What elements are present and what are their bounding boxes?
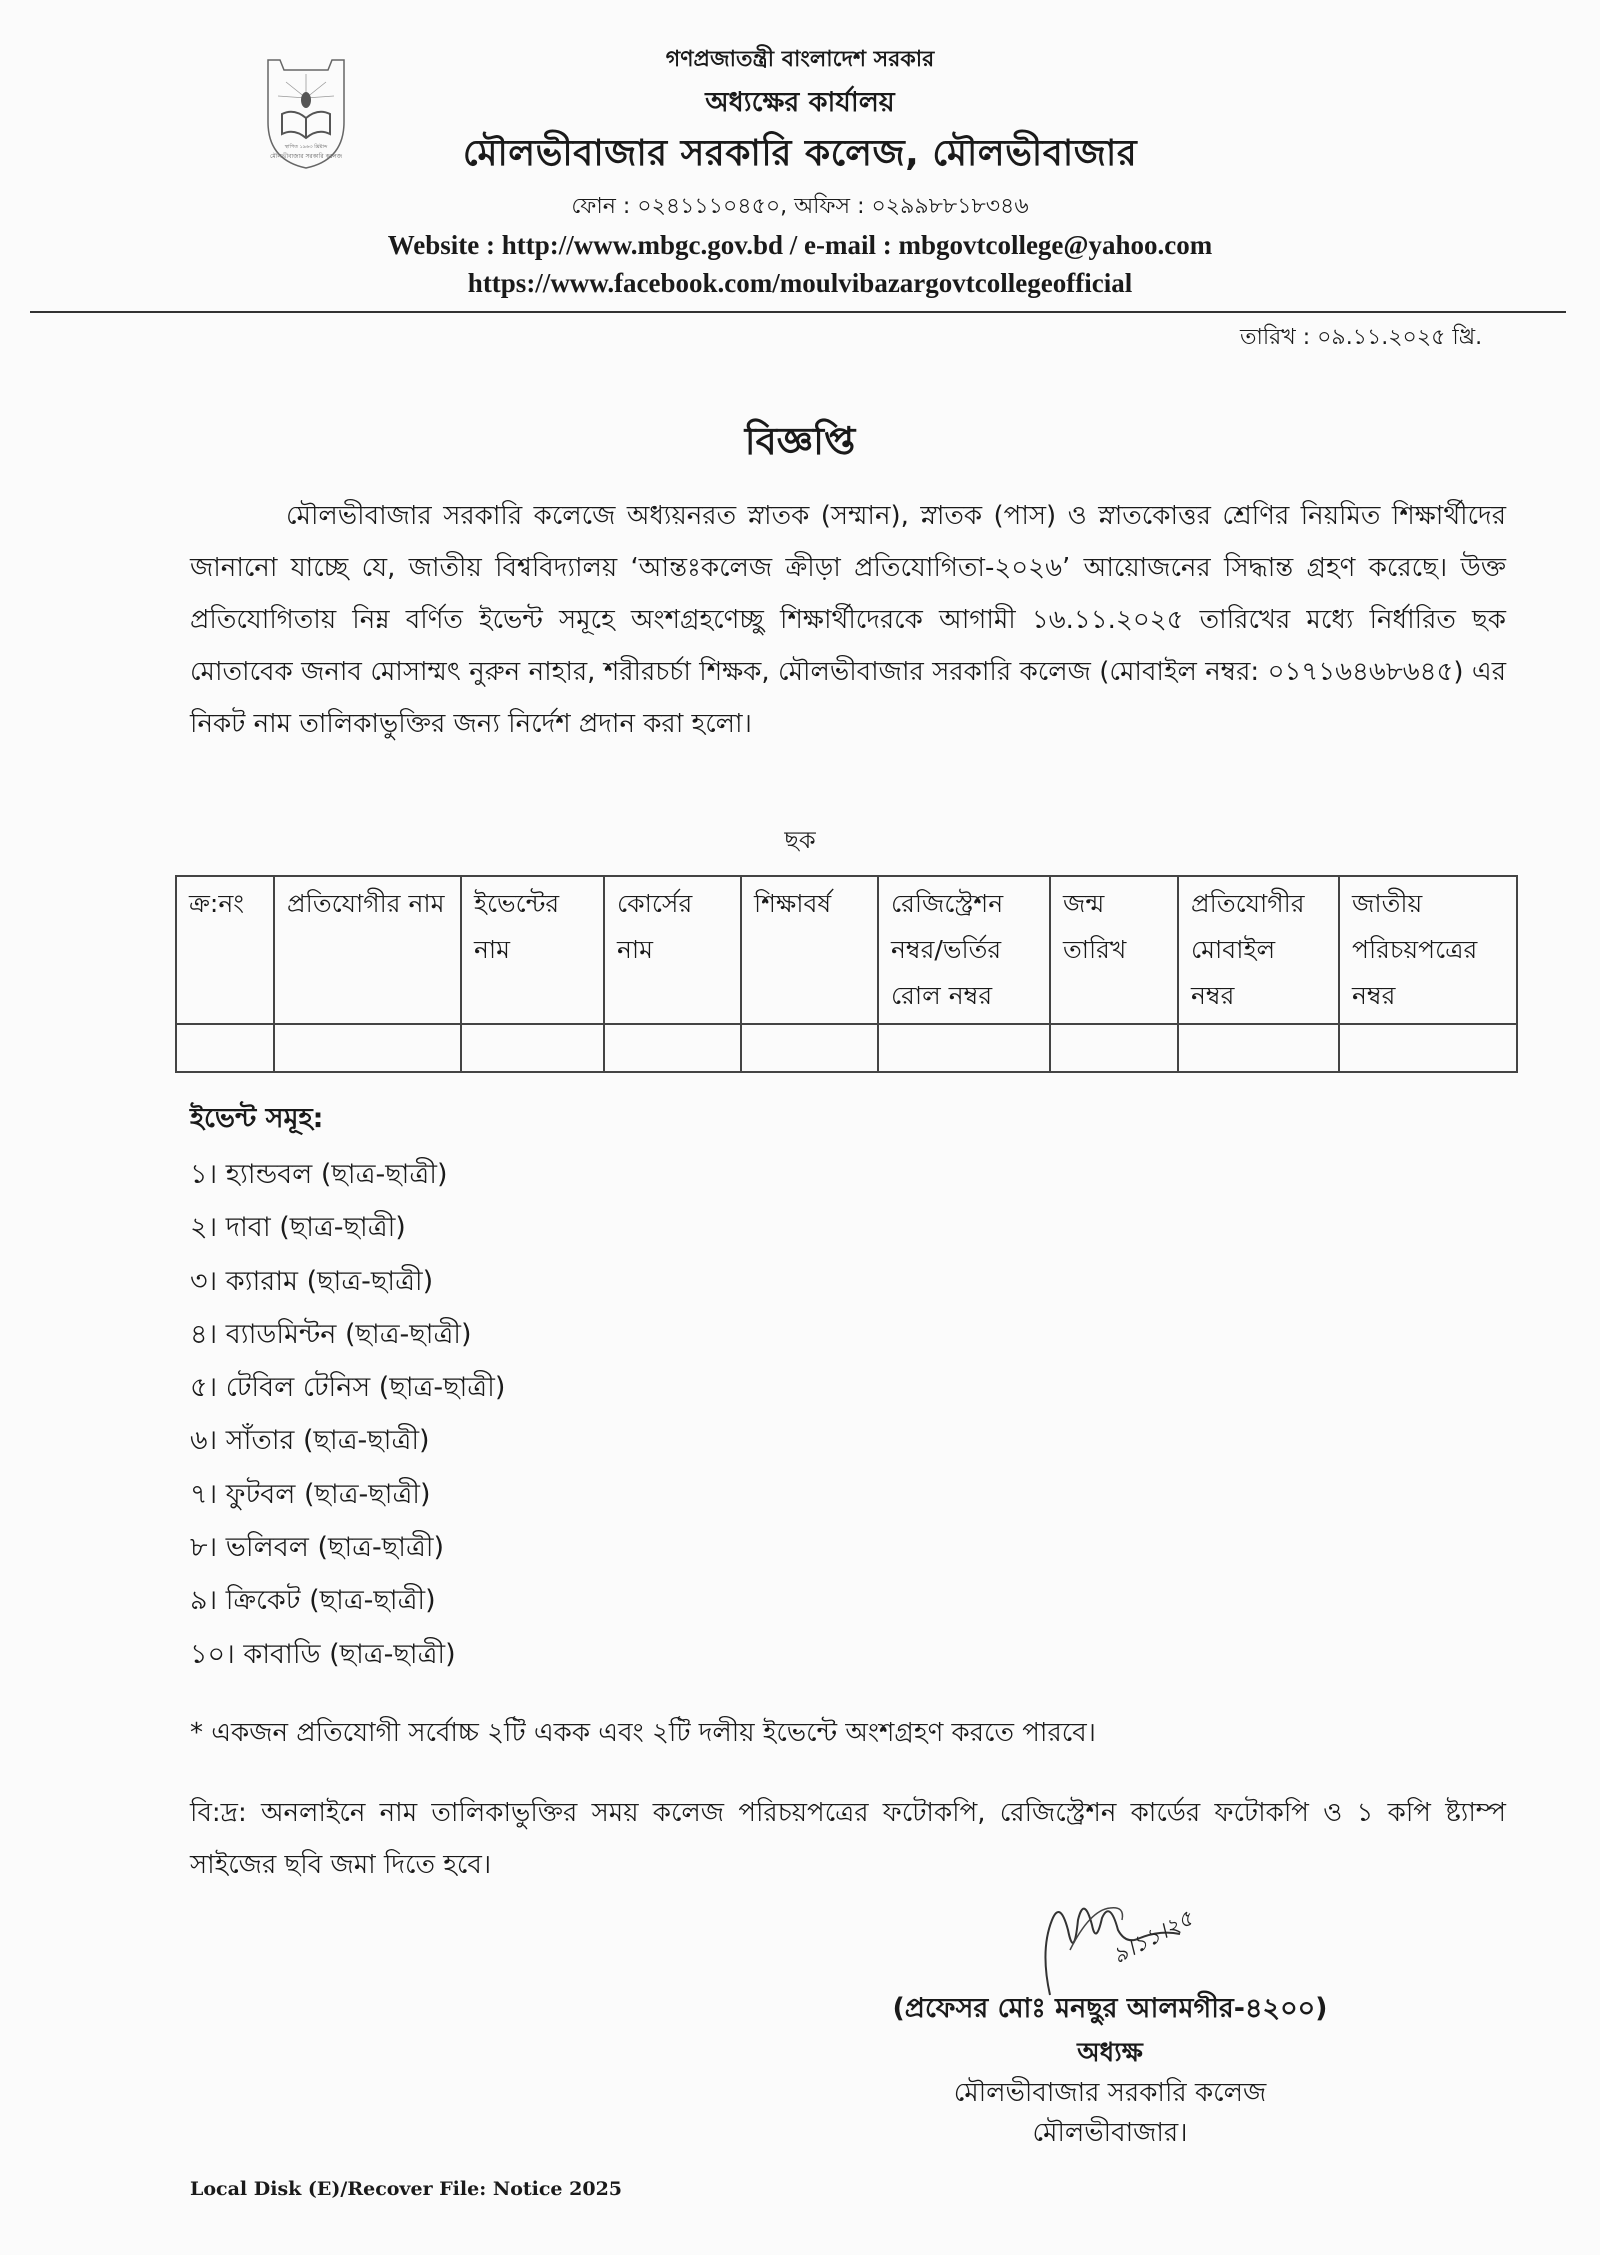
col-registration-roll: রেজিস্ট্রেশন নম্বর/ভর্তির রোল নম্বর [878,876,1050,1024]
table-cell [1178,1024,1339,1072]
col-session: শিক্ষাবর্ষ [741,876,878,1024]
header-divider [30,311,1566,313]
office-line: অধ্যক্ষের কার্যালয় [705,87,895,118]
list-item: ৭। ফুটবল (ছাত্র-ছাত্রী) [190,1478,431,1510]
table-cell [604,1024,741,1072]
table-cell [1050,1024,1178,1072]
col-event-name: ইভেন্টের নাম [461,876,604,1024]
col-mobile: প্রতিযোগীর মোবাইল নম্বর [1178,876,1339,1024]
table-cell [461,1024,604,1072]
list-item: ৮। ভলিবল (ছাত্র-ছাত্রী) [190,1532,445,1564]
list-item: ৯। ক্রিকেট (ছাত্র-ছাত্রী) [190,1585,436,1617]
list-item: ৪। ব্যাডমিন্টন (ছাত্র-ছাত্রী) [190,1318,472,1350]
signatory-place: মৌলভীবাজার। [1032,2118,1188,2148]
list-item: ১০। কাবাডি (ছাত্র-ছাত্রী) [190,1638,456,1670]
registration-form-table [175,875,1518,1073]
form-caption: ছক [784,826,816,854]
list-item: ৬। সাঁতার (ছাত্র-ছাত্রী) [190,1425,430,1457]
list-item: ১। হ্যান্ডবল (ছাত্র-ছাত্রী) [190,1159,448,1190]
events-list [190,1148,505,1681]
table-cell [741,1024,878,1072]
list-item: ৫। টেবিল টেনিস (ছাত্র-ছাত্রী) [190,1372,506,1404]
signature-date: ৯।১১।২৫ [1108,1906,1198,1970]
col-course-name: কোর্সের নাম [604,876,741,1024]
notice-body: মৌলভীবাজার সরকারি কলেজে অধ্যয়নরত স্নাতক (সম্মান), স্নাতক (পাস) ও স্নাতকোত্তর শ্রেণির নিয়মিত শিক্ষার্থীদের জানানো যাচ্ছে যে, জাতীয় বিশ্ববিদ্যালয় ‘আন্তঃকলেজ ক্রীড়া প্রতিযোগিতা-২০২৬’ আয়োজনের সিদ্ধান্ত গ্রহণ করেছে। উক্ত প্রতিযোগিতায় নিম্ন বর্ণিত ইভেন্ট সমূহে অংশগ্রহণেচ্ছু শিক্ষার্থীদেরকে আগামী ১৬.১১.২০২৫ তারিখের মধ্যে নির্ধারিত ছক মোতাবেক জনাব মোসাম্মৎ নুরুন নাহার, শরীরচর্চা শিক্ষক, মৌলভীবাজার সরকারি কলেজ (মোবাইল নম্বর: ০১৭১৬৪৬৮৬৪৫) এর নিকট নাম তালিকাভুক্তির জন্য নির্দেশ প্রদান করা হলো। [190,501,1506,739]
table-cell [878,1024,1050,1072]
list-item: ৩। ক্যারাম (ছাত্র-ছাত্রী) [190,1265,434,1297]
footer-file-path: Local Disk (E)/Recover File: Notice 2025 [190,2178,623,2200]
table-row [176,1024,1517,1072]
college-name-heading: মৌলভীবাজার সরকারি কলেজ, মৌলভীবাজার [462,133,1138,174]
table-cell [1339,1024,1517,1072]
phone-line: ফোন : ০২৪১১১০৪৫০, অফিস : ০২৯৯৮৮১৮৩৪৬ [571,194,1029,219]
table-cell [176,1024,274,1072]
logo-year: স্থাপিত ১৯৬৩ খ্রিষ্টাব্দ [284,144,328,150]
notice-date: তারিখ : ০৯.১১.২০২৫ খ্রি. [1240,325,1483,350]
col-participant-name: প্রতিযোগীর নাম [274,876,461,1024]
col-serial: ক্র:নং [176,876,274,1024]
signatory-college: মৌলভীবাজার সরকারি কলেজ [953,2078,1267,2108]
participation-limit-note: * একজন প্রতিযোগী সর্বোচ্চ ২টি একক এবং ২টি দলীয় ইভেন্টে অংশগ্রহণ করতে পারবে। [190,1718,1096,1748]
signatory-designation: অধ্যক্ষ [1077,2038,1143,2068]
col-birth-date: জন্ম তারিখ [1050,876,1178,1024]
government-line: গণপ্রজাতন্ত্রী বাংলাদেশ সরকার [665,47,935,72]
website-email-line: Website : http://www.mbgc.gov.bd / e-mail : mbgovtcollege@yahoo.com [387,230,1213,260]
table-cell [274,1024,461,1072]
facebook-link: https://www.facebook.com/moulvibazargovtcollegeofficial [467,268,1133,298]
list-item: ২। দাবা (ছাত্র-ছাত্রী) [190,1212,406,1244]
logo-caption: মৌলভীবাজার সরকারি কলেজ [269,153,343,160]
documents-note: বি:দ্র: অনলাইনে নাম তালিকাভুক্তির সময় কলেজ পরিচয়পত্রের ফটোকপি, রেজিস্ট্রেশন কার্ডের ফটোকপি ও ১ কপি ষ্ট্যাম্প সাইজের ছবি জমা দিতে হবে। [190,1798,1506,1880]
notice-title: বিজ্ঞপ্তি [744,419,856,463]
signatory-name: (প্রফেসর মোঃ মনছুর আলমগীর-৪২০০) [892,1993,1328,2024]
table-header-row [176,876,1517,1024]
col-nid: জাতীয় পরিচয়পত্রের নম্বর [1339,876,1517,1024]
events-heading: ইভেন্ট সমূহ: [190,1103,324,1134]
